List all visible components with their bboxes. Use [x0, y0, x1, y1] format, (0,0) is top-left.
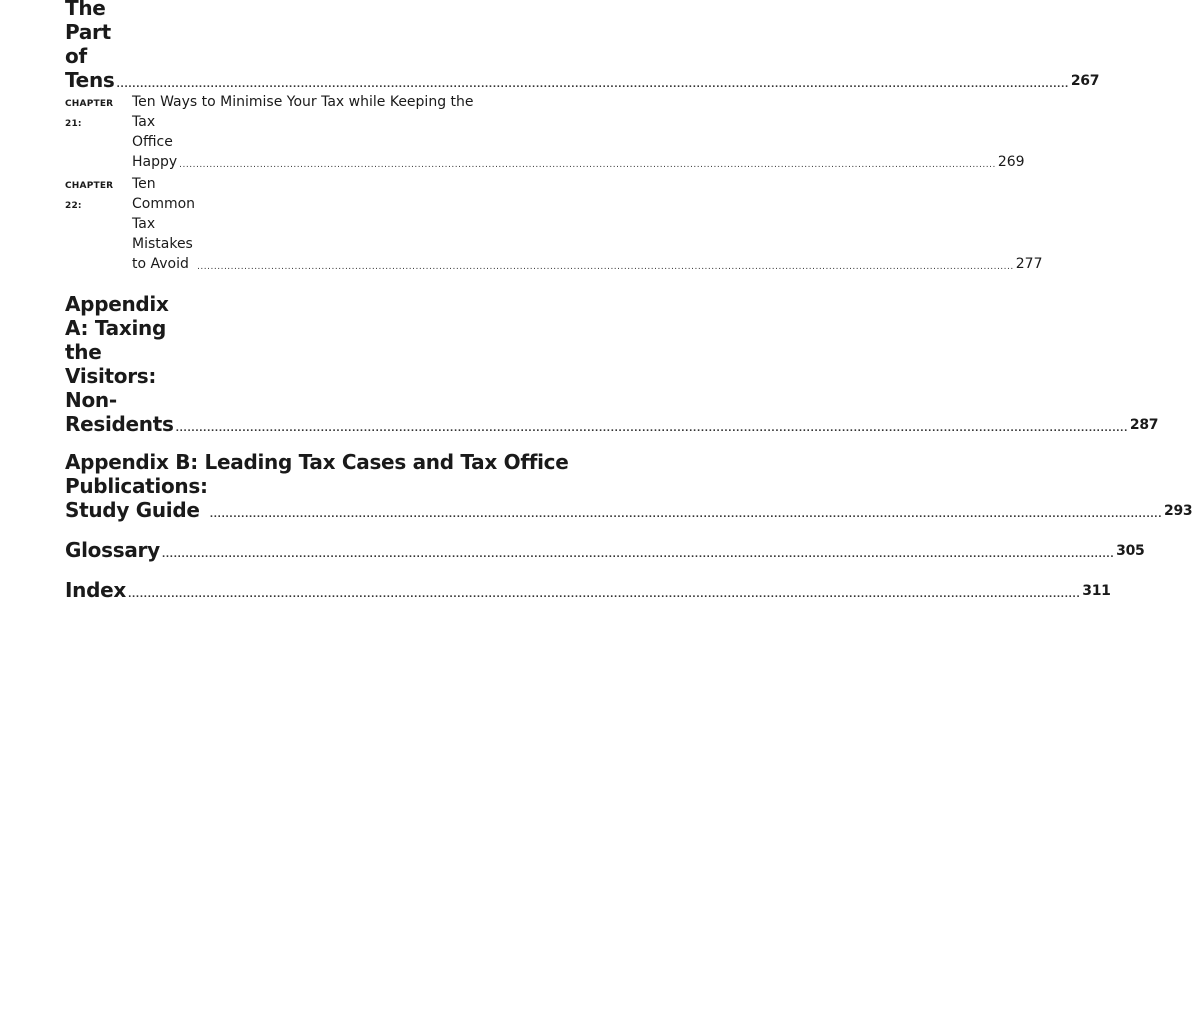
page-number: 269 [997, 154, 1025, 170]
toc-entry-appendix-b[interactable] [65, 450, 1192, 522]
toc-entry-chapter-22[interactable] [65, 174, 1043, 274]
toc-title: The Part of Tens [65, 0, 115, 92]
dot-leader [162, 548, 1114, 562]
toc-entry-chapter-21[interactable] [65, 92, 1025, 172]
dot-leader [197, 260, 1014, 274]
page-number: 293 [1164, 503, 1192, 519]
page-number: 305 [1116, 543, 1145, 559]
toc-title-line-1: Appendix B: Leading Tax Cases and Tax Office [65, 450, 569, 474]
chapter-label: CHAPTER 21: [65, 99, 114, 129]
toc-title: Appendix A: Taxing the Visitors: Non-Residents [65, 292, 174, 436]
page-number: 267 [1070, 73, 1100, 89]
toc-entry-part-6[interactable] [65, 0, 1100, 92]
page-number: 311 [1082, 583, 1111, 599]
toc-entry-appendix-a[interactable] [65, 292, 1159, 436]
dot-leader [176, 422, 1128, 436]
table-of-contents [65, 0, 1192, 602]
toc-title: Glossary [65, 538, 160, 562]
toc-title: Index [65, 578, 126, 602]
page-number: 287 [1129, 417, 1159, 433]
chapter-title: Ten Common Tax Mistakes to Avoid [132, 176, 196, 272]
toc-title-line-2: Publications: Study Guide [65, 474, 208, 522]
toc-entry-glossary[interactable] [65, 538, 1145, 562]
page-number: 277 [1015, 256, 1043, 272]
chapter-title-line-1: Ten Ways to Minimise Your Tax while Keeping the [132, 94, 474, 110]
dot-leader [128, 588, 1080, 602]
chapter-label: CHAPTER 22: [65, 181, 114, 211]
chapter-title-line-2: Tax Office Happy [132, 114, 178, 170]
dot-leader [179, 158, 996, 172]
toc-entry-index[interactable] [65, 578, 1111, 602]
dot-leader [117, 78, 1069, 92]
dot-leader [210, 508, 1162, 522]
